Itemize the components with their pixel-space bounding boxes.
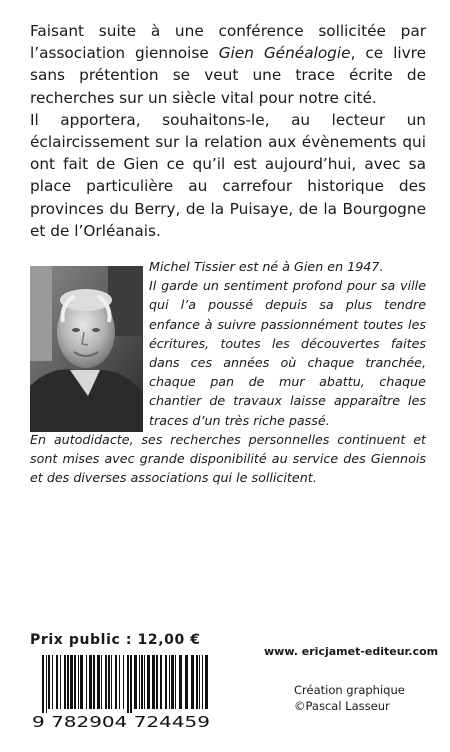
intro-paragraph-2: Il apportera, souhaitons-le, au lecteur un éclaircissement sur la relation aux évènements qui ont fait de Gien ce qu’il est aujourd’hui, avec sa place particulière au carrefour historique des provinces du Berry, de la Puisaye, de la Bourgogne et de l’Orléanais. (30, 110, 426, 240)
barcode-bar (111, 655, 112, 709)
barcode-bar (86, 655, 87, 709)
barcode-bar (191, 655, 194, 709)
intro-paragraph-1: Faisant suite à une conférence sollicitée par l’association giennoise Gien Généalogie, ce livre sans prétention se veut une trace écrite de recherches sur un siècle vital pour notre cité. (30, 22, 426, 107)
barcode-bar (70, 655, 73, 709)
bio-line-birth: Michel Tissier est né à Gien en 1947. (149, 259, 384, 274)
barcode-bar (130, 655, 132, 713)
barcode-bar (134, 655, 137, 709)
credit-line-2: ©Pascal Lasseur (294, 699, 390, 713)
barcode-bar (93, 655, 95, 709)
barcode-bar (60, 655, 61, 709)
bio-paragraph-1: Il garde un sentiment profond pour sa ville qui l’a poussé depuis sa plus tendre enfance à suivre passionnément toutes les écritures, toutes les découvertes faites dans ces années où chaque tranchée, chaque pan de mur abattu, chaque chantier de travaux laisse apparaître les traces d’un très riche passé. (149, 278, 426, 428)
barcode-bar (115, 655, 117, 709)
barcode-bar (156, 655, 158, 709)
barcode-bars (42, 655, 208, 713)
barcode-bar (67, 655, 69, 709)
barcode-bar (80, 655, 83, 709)
design-credit (294, 682, 405, 714)
barcode-bar (171, 655, 174, 709)
barcode-bar (202, 655, 203, 709)
credit-line-1: Création graphique (294, 683, 405, 697)
barcode-bar (105, 655, 107, 709)
isbn-number: 9 782904 724459 (32, 713, 210, 729)
barcode-bar (160, 655, 162, 709)
barcode-bar (141, 655, 143, 709)
barcode-bar (144, 655, 145, 709)
barcode-bar (139, 655, 140, 709)
isbn-barcode (30, 655, 212, 729)
barcode-bar (169, 655, 170, 709)
barcode-bar (56, 655, 58, 709)
barcode-bar (205, 655, 208, 709)
barcode-bar (74, 655, 76, 709)
barcode-bar (97, 655, 100, 709)
publisher-website: www. ericjamet-editeur.com (264, 645, 439, 658)
barcode-bar (108, 655, 110, 709)
barcode-bar (185, 655, 188, 709)
barcode-bar (78, 655, 79, 709)
barcode-bar (42, 655, 44, 713)
intro-text (30, 20, 426, 242)
price-label: Prix public : 12,00 € (30, 632, 201, 648)
barcode-bar (152, 655, 155, 709)
bio-paragraph-2: En autodidacte, ses recherches personnelles continuent et sont mises avec grande disponibilité au service des Giennois et des diverses associations qui le sollicitent. (30, 431, 426, 486)
barcode-bar (89, 655, 92, 709)
barcode-bar (101, 655, 102, 709)
barcode-bar (199, 655, 200, 709)
barcode-bar (123, 655, 124, 709)
author-bio (30, 257, 426, 487)
barcode-bar (46, 655, 47, 713)
barcode-bar (196, 655, 198, 709)
barcode-bar (52, 655, 53, 709)
barcode-bar (147, 655, 150, 709)
barcode-bar (48, 655, 50, 709)
barcode-bar (175, 655, 176, 709)
barcode-bar (127, 655, 129, 713)
barcode-bar (179, 655, 182, 709)
association-name: Gien Généalogie (218, 44, 351, 63)
barcode-bar (119, 655, 120, 709)
barcode-bar (165, 655, 167, 709)
barcode-bar (64, 655, 66, 709)
